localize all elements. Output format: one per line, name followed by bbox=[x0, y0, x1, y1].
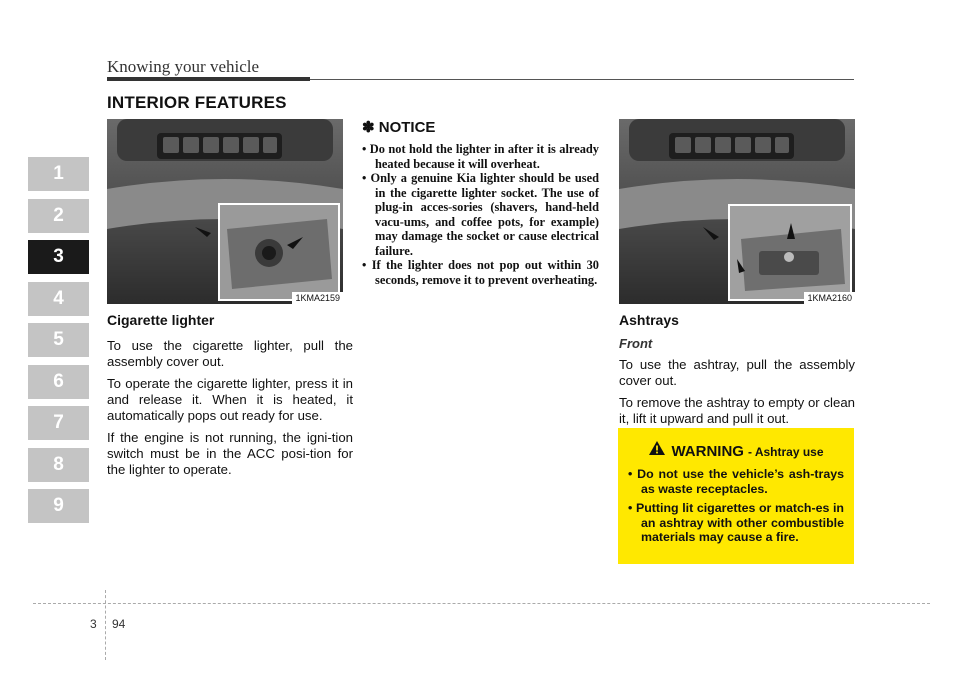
chapter-tab-7[interactable]: 7 bbox=[28, 406, 89, 440]
warning-box bbox=[618, 428, 854, 564]
chapter-tab-4[interactable]: 4 bbox=[28, 282, 89, 316]
photo-code: 1KMA2160 bbox=[804, 292, 855, 304]
footer-rule bbox=[33, 603, 930, 604]
ashtrays-section bbox=[619, 312, 855, 433]
cigarette-lighter-photo bbox=[107, 119, 343, 304]
ashtrays-heading: Ashtrays bbox=[619, 312, 679, 328]
footer-page-number: 94 bbox=[112, 617, 126, 631]
paragraph: To operate the cigarette lighter, press it in and release it. When it is heated, it automatically pops out ready for use. bbox=[107, 376, 353, 423]
chapter-tab-3[interactable]: 3 bbox=[28, 240, 89, 274]
chapter-tab-8[interactable]: 8 bbox=[28, 448, 89, 482]
ashtray-photo bbox=[619, 119, 855, 304]
chapter-tab-2[interactable]: 2 bbox=[28, 199, 89, 233]
running-header: Knowing your vehicle bbox=[107, 57, 260, 76]
chapter-tabs bbox=[28, 157, 89, 531]
warning-subtitle: - Ashtray use bbox=[747, 445, 824, 459]
cigarette-lighter-heading: Cigarette lighter bbox=[107, 312, 215, 328]
notice-item: • Do not hold the lighter in after it is already heated because it will overheat. bbox=[362, 142, 599, 171]
header-rule-accent bbox=[107, 77, 310, 81]
notice-section bbox=[362, 118, 599, 287]
notice-list bbox=[362, 142, 599, 287]
chapter-tab-6[interactable]: 6 bbox=[28, 365, 89, 399]
front-subheading: Front bbox=[619, 336, 653, 351]
notice-item: • If the lighter does not pop out within 30 seconds, remove it to prevent overheating. bbox=[362, 258, 599, 287]
paragraph: If the engine is not running, the igni-tion switch must be in the ACC posi-tion for the lighter to operate. bbox=[107, 430, 353, 477]
footer-divider bbox=[105, 590, 106, 660]
section-heading: INTERIOR FEATURES bbox=[107, 93, 287, 112]
paragraph: To remove the ashtray to empty or clean it, lift it upward and pull it out. bbox=[619, 395, 855, 426]
warning-title: WARNING bbox=[671, 443, 744, 460]
footer-chapter-number: 3 bbox=[90, 617, 97, 631]
cigarette-lighter-illustration bbox=[107, 119, 343, 304]
chapter-tab-9[interactable]: 9 bbox=[28, 489, 89, 523]
photo-code: 1KMA2159 bbox=[292, 292, 343, 304]
warning-item: • Putting lit cigarettes or match-es in an ashtray with other combustible materials may cause a fire. bbox=[628, 501, 844, 544]
paragraph: To use the ashtray, pull the assembly cover out. bbox=[619, 357, 855, 388]
warning-triangle-icon bbox=[648, 440, 666, 456]
paragraph: To use the cigarette lighter, pull the assembly cover out. bbox=[107, 338, 353, 369]
notice-title: ✽ NOTICE bbox=[362, 119, 436, 136]
warning-item: • Do not use the vehicle’s ash-trays as waste receptacles. bbox=[628, 467, 844, 496]
cigarette-lighter-section bbox=[107, 312, 353, 484]
notice-item: • Only a genuine Kia lighter should be used in the cigarette lighter socket. The use of plug-in acces-sories (shavers, hand-held vacu-ums, and coffee pots, for example) may damage the socket or cause electrical failure. bbox=[362, 171, 599, 258]
chapter-tab-1[interactable]: 1 bbox=[28, 157, 89, 191]
chapter-tab-5[interactable]: 5 bbox=[28, 323, 89, 357]
warning-header bbox=[628, 440, 844, 460]
ashtray-illustration bbox=[619, 119, 855, 304]
